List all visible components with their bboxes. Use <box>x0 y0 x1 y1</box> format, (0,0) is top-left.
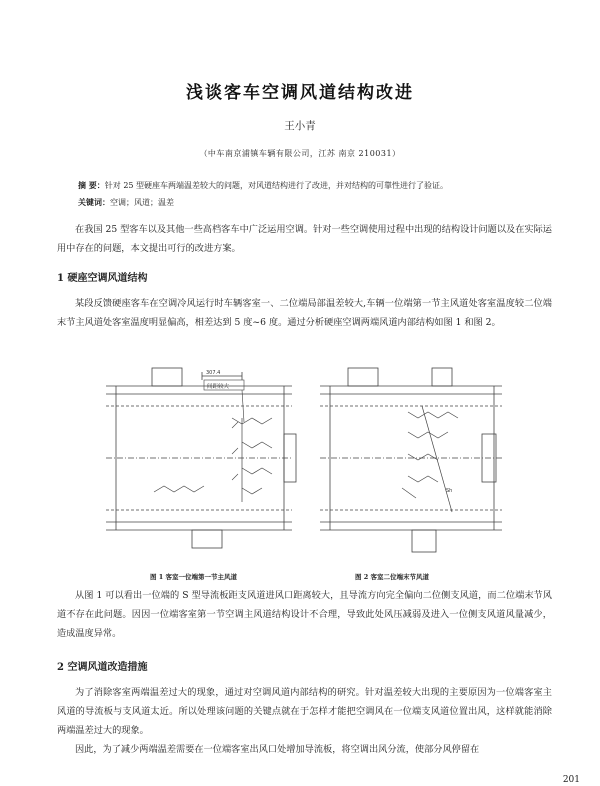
section1-paragraph-1: 某段反馈硬座客车在空调冷风运行时车辆客室一、二位端局部温差较大,车辆一位端第一节主风道处客室温度较二位端末节主风道处客室温度明显偏高，相差达到 5 度~6 度。通过分析硬座空调两端风道内部结构如图 1 和图 2。 <box>57 298 552 328</box>
figure-1-dimension-label: 307.4 <box>206 370 221 376</box>
section1-heading: 1 硬座空调风道结构 <box>57 273 148 284</box>
figure-1-drawing <box>92 362 307 562</box>
keywords <box>78 197 548 208</box>
intro-paragraph: 在我国 25 型客车以及其他一些高档客车中广泛运用空调。针对一些空调使用过程中出现的结构设计问题以及在实际运用中存在的问题，本文提出可行的改进方案。 <box>57 224 552 254</box>
figure-1-annotation: 间距较大 <box>207 384 230 390</box>
figure-1-caption: 图 1 客室一位端第一节主风道 <box>150 573 238 581</box>
author-affiliation: （中车南京浦镇车辆有限公司，江苏 南京 210031） <box>199 149 401 158</box>
page-number: 201 <box>562 775 580 785</box>
paper-title: 浅谈客车空调风道结构改进 <box>186 83 414 103</box>
section2-heading: 2 空调风道改造措施 <box>57 662 148 673</box>
section1-paragraph-2: 从图 1 可以看出一位端的 S 型导流板距支风道进风口距离较大，且导流方向完全偏向二位侧支风道，而二位端末节风道不存在此问题。因因一位端客室第一节空调主风道结构设计不合理，导致此处风压减弱及进入一位侧支风道风量减少，造成温度异常。 <box>57 590 552 639</box>
section2-paragraph-2: 因此，为了减少两端温差需要在一位端客室出风口处增加导流板，将空调出风分流，使部分风停留在 <box>75 744 480 755</box>
section2-paragraph-1: 为了消除客室两端温差过大的现象，通过对空调风道内部结构的研究。针对温差较大出现的主要原因为一位端客室主风道的导流板与支风道太近。所以处理该问题的关键点就在于怎样才能把空调风在一位端支风道位置出风，这样就能消除两端温差过大的现象。 <box>57 687 552 736</box>
abstract-label: 摘 要： <box>78 180 105 190</box>
author-name: 王小青 <box>284 120 316 132</box>
abstract <box>78 178 548 193</box>
abstract-text: 针对 25 型硬座车两端温差较大的问题，对风道结构进行了改进，并对结构的可靠性进行了验证。 <box>104 181 449 190</box>
keywords-label: 关键词： <box>78 197 110 207</box>
figure-2-drawing <box>312 362 527 562</box>
keywords-text: 空调；风道；温差 <box>110 198 174 207</box>
figure-2-caption: 图 2 客室二位端末节风道 <box>355 573 430 581</box>
figure-2-annotation: Sh <box>446 488 453 494</box>
